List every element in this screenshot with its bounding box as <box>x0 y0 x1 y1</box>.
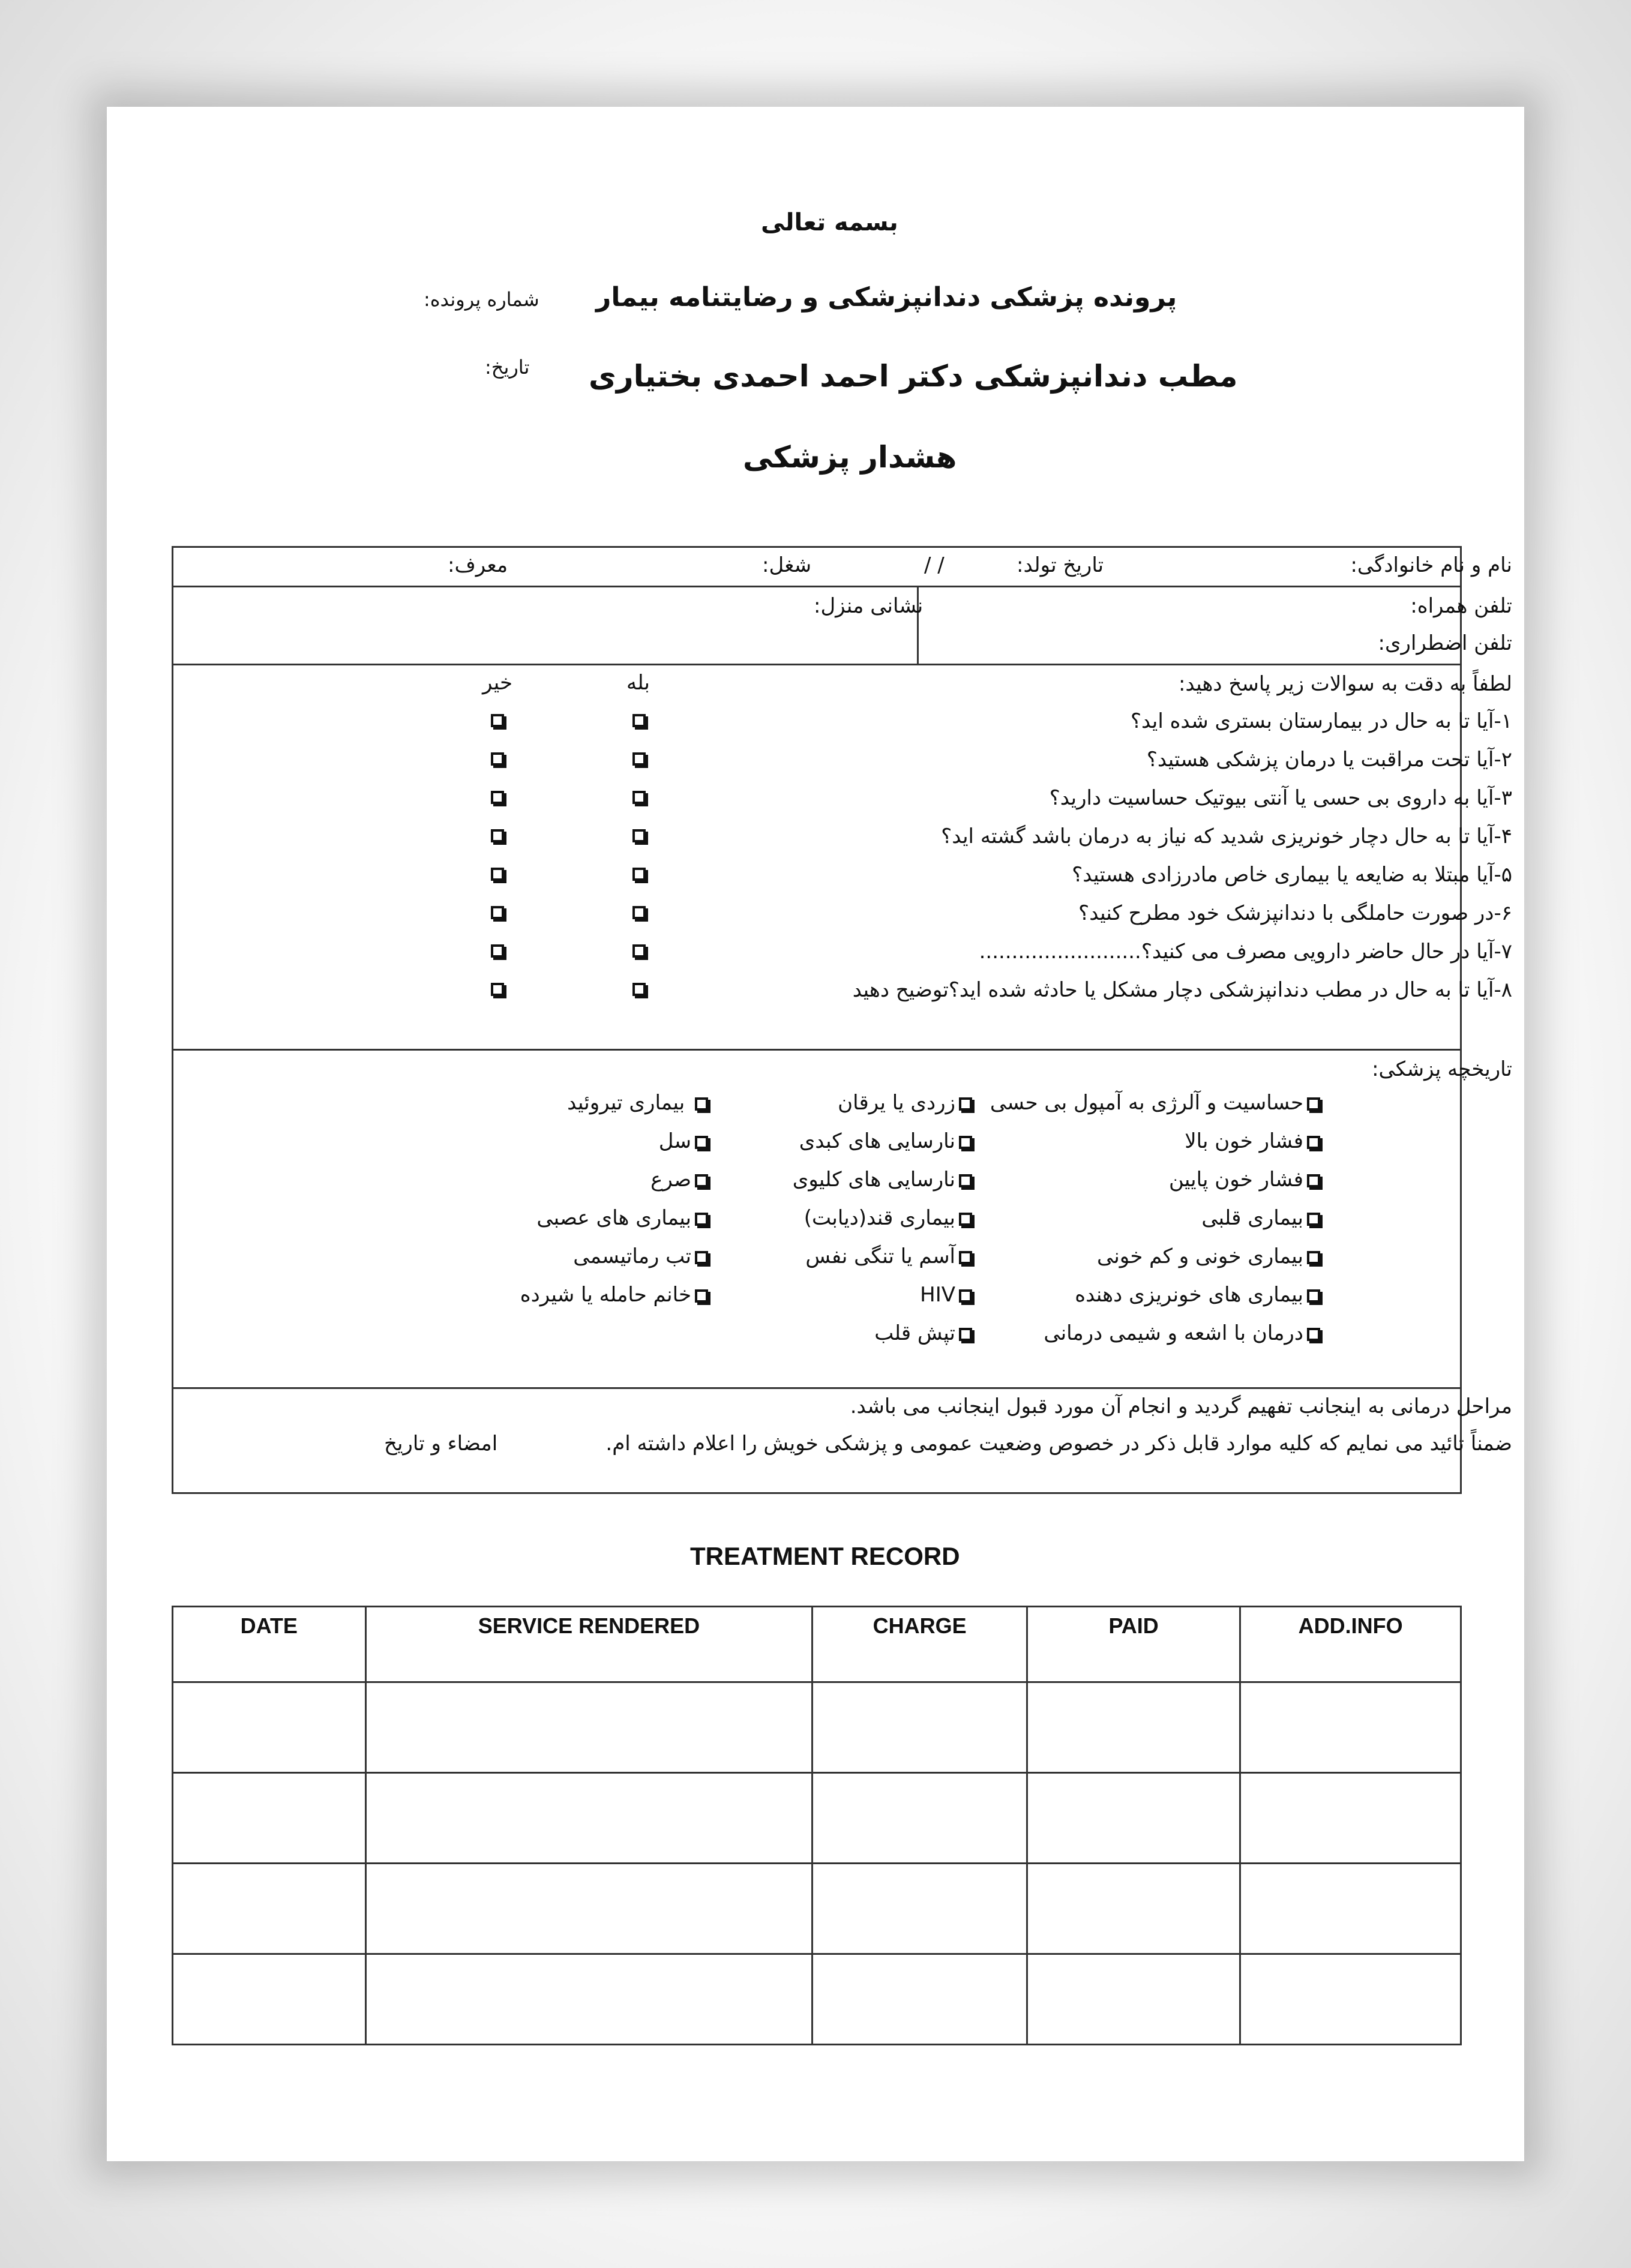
no-column-label: خیر <box>482 671 513 695</box>
history-checkbox[interactable] <box>695 1174 708 1187</box>
q5-yes-checkbox[interactable] <box>632 868 646 881</box>
table-cell[interactable] <box>1240 1773 1461 1864</box>
history-item-label: سل <box>658 1129 691 1153</box>
history-checkbox[interactable] <box>959 1289 972 1303</box>
date-label: تاریخ: <box>485 356 530 379</box>
history-item-low-bp[interactable] <box>1169 1168 1320 1192</box>
q4-no-checkbox[interactable] <box>491 829 504 842</box>
q2-no-checkbox[interactable] <box>491 752 504 766</box>
history-checkbox[interactable] <box>695 1251 708 1264</box>
q4-yes-checkbox[interactable] <box>632 829 646 842</box>
divider-row2 <box>172 664 1462 665</box>
question-5: ۵-آیا مبتلا به ضایعه یا بیماری خاص مادرزادی هستید؟ <box>1072 863 1512 887</box>
yes-column-label: بله <box>626 671 650 695</box>
table-row <box>173 1864 1461 1954</box>
divider-row1 <box>172 586 1462 587</box>
history-item-label: درمان با اشعه و شیمی درمانی <box>1044 1321 1303 1345</box>
q6-yes-checkbox[interactable] <box>632 906 646 919</box>
question-7: ۷-آیا در حال حاضر دارویی مصرف می کنید؟......................... <box>979 940 1512 964</box>
table-cell[interactable] <box>1240 1682 1461 1773</box>
history-item-label: فشار خون بالا <box>1185 1129 1303 1153</box>
q1-no-checkbox[interactable] <box>491 714 504 727</box>
history-item-kidney[interactable] <box>793 1168 972 1192</box>
history-item-asthma[interactable] <box>805 1244 972 1268</box>
history-checkbox[interactable] <box>959 1097 972 1111</box>
history-item-label: زردی یا یرقان <box>838 1091 955 1115</box>
history-item-rheumatic[interactable] <box>573 1244 708 1268</box>
history-item-label: نارسایی های کلیوی <box>792 1168 955 1192</box>
history-checkbox[interactable] <box>959 1213 972 1226</box>
history-item-label: بیماری های خونریزی دهنده <box>1075 1283 1303 1307</box>
full-name-label: نام و نام خانوادگی: <box>1350 553 1512 577</box>
history-item-label: بیماری خونی و کم خونی <box>1096 1244 1303 1268</box>
q2-yes-checkbox[interactable] <box>632 752 646 766</box>
history-checkbox[interactable] <box>959 1328 972 1341</box>
column-header-charge: CHARGE <box>812 1607 1027 1682</box>
history-checkbox[interactable] <box>1307 1213 1320 1226</box>
table-cell[interactable] <box>812 1682 1027 1773</box>
divider-questions <box>172 1049 1462 1051</box>
history-item-label: HIV <box>920 1283 955 1307</box>
history-checkbox[interactable] <box>1307 1328 1320 1341</box>
table-row <box>173 1682 1461 1773</box>
basmala: بسمه تعالی <box>761 209 898 236</box>
history-checkbox[interactable] <box>695 1097 708 1111</box>
table-cell[interactable] <box>173 1682 366 1773</box>
form-page <box>107 107 1524 2161</box>
history-item-liver[interactable] <box>799 1129 972 1153</box>
file-number-label: شماره پرونده: <box>424 288 539 311</box>
history-item-heart[interactable] <box>1201 1206 1320 1230</box>
warning-title: هشدار پزشکی <box>743 440 957 475</box>
column-header-service: SERVICE RENDERED <box>365 1607 812 1682</box>
divider-history <box>172 1387 1462 1389</box>
history-item-radiation[interactable] <box>1044 1321 1320 1345</box>
q7-yes-checkbox[interactable] <box>632 944 646 958</box>
table-cell[interactable] <box>812 1773 1027 1864</box>
history-checkbox[interactable] <box>1307 1251 1320 1264</box>
history-checkbox[interactable] <box>959 1251 972 1264</box>
history-item-blood[interactable] <box>1097 1244 1320 1268</box>
history-item-diabetes[interactable] <box>804 1206 972 1230</box>
history-checkbox[interactable] <box>1307 1136 1320 1149</box>
table-cell[interactable] <box>173 1864 366 1954</box>
history-checkbox[interactable] <box>695 1289 708 1303</box>
form-title: پرونده پزشکی دندانپزشکی و رضایتنامه بیمار <box>596 282 1177 313</box>
q3-yes-checkbox[interactable] <box>632 791 646 804</box>
birth-date-slashes: / / <box>924 553 945 577</box>
table-header-row <box>173 1607 1461 1682</box>
history-checkbox[interactable] <box>1307 1097 1320 1111</box>
question-1: ۱-آیا تا به حال در بیمارستان بستری شده اید؟ <box>1130 709 1512 733</box>
history-checkbox[interactable] <box>1307 1289 1320 1303</box>
job-label: شغل: <box>762 553 812 577</box>
history-item-label: بیماری قند(دیابت) <box>803 1206 955 1230</box>
q1-yes-checkbox[interactable] <box>632 714 646 727</box>
history-item-label: آسم یا تنگی نفس <box>805 1244 955 1268</box>
address-label: نشانی منزل: <box>814 594 924 618</box>
table-cell[interactable] <box>812 1864 1027 1954</box>
signature-label: امضاء و تاریخ <box>384 1432 498 1456</box>
q6-no-checkbox[interactable] <box>491 906 504 919</box>
table-cell[interactable] <box>173 1954 366 2045</box>
table-cell[interactable] <box>365 1773 812 1864</box>
mobile-label: تلفن همراه: <box>1410 594 1512 618</box>
question-3: ۳-آیا به داروی بی حسی یا آنتی بیوتیک حساسیت دارید؟ <box>1049 786 1512 810</box>
history-checkbox[interactable] <box>1307 1174 1320 1187</box>
medical-history-title: تاریخچه پزشکی: <box>1372 1057 1512 1081</box>
question-4: ۴-آیا تا به حال دچار خونریزی شدید که نیاز به درمان باشد گشته اید؟ <box>941 824 1512 848</box>
clinic-name: مطب دندانپزشکی دکتر احمد احمدی بختیاری <box>589 359 1238 394</box>
history-item-label: تپش قلب <box>874 1321 955 1345</box>
table-cell[interactable] <box>173 1773 366 1864</box>
table-cell[interactable] <box>1240 1954 1461 2045</box>
history-checkbox[interactable] <box>695 1213 708 1226</box>
q3-no-checkbox[interactable] <box>491 791 504 804</box>
treatment-record-title: TREATMENT RECORD <box>690 1542 960 1570</box>
column-header-date: DATE <box>173 1607 366 1682</box>
history-item-label: بیماری تیروئید <box>567 1091 691 1115</box>
history-item-label: بیماری قلبی <box>1201 1206 1303 1230</box>
column-header-add-info: ADD.INFO <box>1240 1607 1461 1682</box>
question-2: ۲-آیا تحت مراقبت یا درمان پزشکی هستید؟ <box>1146 748 1512 772</box>
history-item-label: خانم حامله یا شیرده <box>520 1283 691 1307</box>
history-item-hiv[interactable] <box>920 1283 972 1307</box>
history-item-tuberculosis[interactable] <box>659 1129 708 1153</box>
table-cell[interactable] <box>812 1954 1027 2045</box>
history-item-label: بیماری های عصبی <box>536 1206 691 1230</box>
table-cell[interactable] <box>1027 1864 1240 1954</box>
history-item-palpitation[interactable] <box>874 1321 972 1345</box>
table-cell[interactable] <box>365 1864 812 1954</box>
history-item-high-bp[interactable] <box>1185 1129 1320 1153</box>
table-row <box>173 1954 1461 2045</box>
column-header-paid: PAID <box>1027 1607 1240 1682</box>
questions-intro: لطفاً به دقت به سوالات زیر پاسخ دهید: <box>1178 672 1512 696</box>
q7-no-checkbox[interactable] <box>491 944 504 958</box>
history-item-thyroid[interactable] <box>567 1091 708 1115</box>
referrer-label: معرف: <box>448 553 508 577</box>
table-cell[interactable] <box>1027 1954 1240 2045</box>
q8-yes-checkbox[interactable] <box>632 983 646 996</box>
history-item-bleeding[interactable] <box>1075 1283 1320 1307</box>
emergency-label: تلفن اضطراری: <box>1378 631 1512 655</box>
table-cell[interactable] <box>1027 1682 1240 1773</box>
history-item-label: فشار خون پایین <box>1169 1168 1303 1192</box>
consent-line-2: ضمناً تائید می نمایم که کلیه موارد قابل ذکر در خصوص وضعیت عمومی و پزشکی خویش را اعلام داشته ام. <box>605 1432 1512 1456</box>
table-cell[interactable] <box>1240 1864 1461 1954</box>
consent-line-1: مراحل درمانی به اینجانب تفهیم گردید و انجام آن مورد قبول اینجانب می باشد. <box>850 1394 1512 1418</box>
history-item-label: نارسایی های کبدی <box>799 1129 955 1153</box>
history-item-neuro[interactable] <box>536 1206 708 1230</box>
history-checkbox[interactable] <box>695 1136 708 1149</box>
history-item-label: حساسیت و آلرژی به آمپول بی حسی <box>990 1091 1303 1115</box>
table-cell[interactable] <box>365 1954 812 2045</box>
history-item-pregnant[interactable] <box>520 1283 708 1307</box>
table-cell[interactable] <box>1027 1773 1240 1864</box>
question-6: ۶-در صورت حاملگی با دندانپزشک خود مطرح کنید؟ <box>1078 901 1512 925</box>
history-checkbox[interactable] <box>959 1136 972 1149</box>
history-item-label: تب رماتیسمی <box>573 1244 691 1268</box>
q5-no-checkbox[interactable] <box>491 868 504 881</box>
treatment-record-table <box>172 1606 1462 2045</box>
history-item-epilepsy[interactable] <box>650 1168 708 1192</box>
birth-date-label: تاریخ تولد: <box>1017 553 1104 577</box>
history-item-anesthesia-allergy[interactable] <box>990 1091 1320 1115</box>
table-cell[interactable] <box>365 1682 812 1773</box>
history-checkbox[interactable] <box>959 1174 972 1187</box>
q8-no-checkbox[interactable] <box>491 983 504 996</box>
history-item-label: صرع <box>650 1168 691 1192</box>
question-8: ۸-آیا تا به حال در مطب دندانپزشکی دچار مشکل یا حادثه شده اید؟توضیح دهید <box>852 978 1512 1002</box>
table-row <box>173 1773 1461 1864</box>
history-item-jaundice[interactable] <box>838 1091 972 1115</box>
